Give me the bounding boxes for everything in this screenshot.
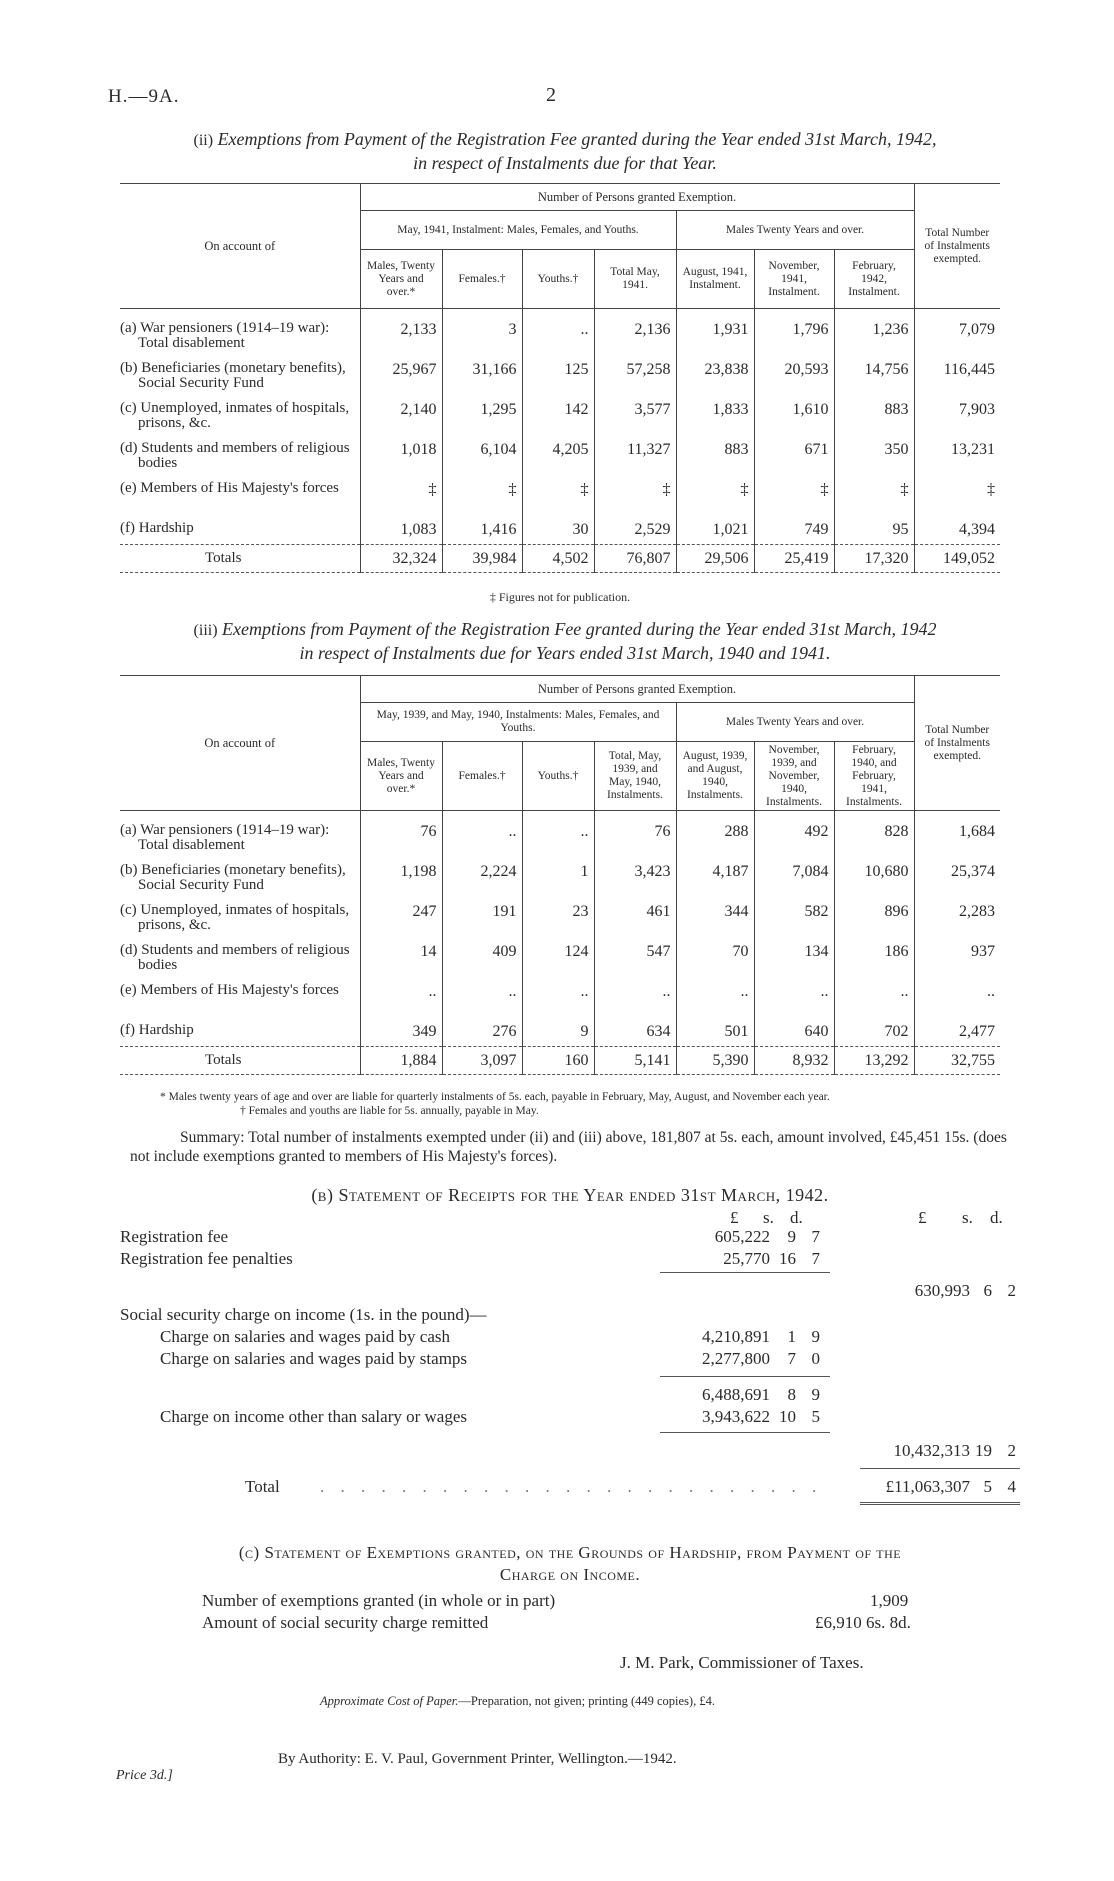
table-ii-col-males: Males, Twenty Years and over.* xyxy=(360,250,442,309)
table-row: (e) Members of His Majesty's forces ‡ ‡ ‡ ‡ ‡ ‡ ‡ ‡ xyxy=(120,481,1000,521)
section-ii-title-line2: in respect of Instalments due for that Year. xyxy=(413,153,717,173)
subtotal-rule xyxy=(660,1272,830,1273)
table-iii-col-november: November, 1939, and November, 1940, Instalments. xyxy=(754,742,834,811)
table-iii-col-total-may: Total, May, 1939, and May, 1940, Instalments. xyxy=(594,742,676,811)
section-ii-number: (ii) xyxy=(193,132,214,149)
signature: J. M. Park, Commissioner of Taxes. xyxy=(620,1653,864,1672)
table-ii-head-account: On account of xyxy=(120,184,360,309)
document-page: H.—9A. 2 (ii) Exemptions from Payment of the Registration Fee granted during the Year ended 31st March, 1942, in respect of Instalments due for that Year. On account of Number of Persons granted Exemption. Total Number of Instalments exempted. May, 1941, Instalment: Males, Females, and Youths. Males Twenty Years and over. Males, Twenty Years and over.* Females.† Youths.† Total May, 1941. August, 1941, Instalment. November, 1941, Instalment. February, 1942, Instalment. (a) War pensioners (1914–19 war): Total disablement 2,133 3 .. 2,136 1,931 1,796 1,236 7,079 (b) Beneficiaries (monetary benefits), Social Security Fund 25,967 31,166 125 57,258 23,838 20,593 14,756 116,445 (c) Unemployed, inmates of hospitals, prisons, &c. 2,140 1,295 142 3,577 1,833 1,610 883 7,903 (d) Students and members of religious bodies 1,018 6,104 4,205 11,327 883 671 350 13,231 (e) Members of His Majesty's forces ‡ ‡ ‡ ‡ ‡ ‡ ‡ ‡ (f) Hardship 1,083 1,416 30 2,529 1,021 749 95 4,394 Totals 32,324 39,984 4,502 76,807 29,506 25,419 17,320 149,052 ‡ Figures not for publication. (iii) Exemptions from Payment of the Registration Fee granted during the Year ended 31st March, 1942 in respect of Instalments due for Years ended 31st March, 1940 and 1941. On account of Number of Persons granted Exemption. Total Number of Instalments exempted. May, 1939, and May, 1940, Instalments: Males, Females, and Youths. Males Twenty Years and over. Males, Twenty Years and over.* Females.† Youths.† Total, May, 1939, and May, 1940, Instalments. August, 1939, and August, 1940, Instalments. November, 1939, and November, 1940, Instalments. February, 1940, and February, 1941, Instalments. (a) War pensioners (1914–19 war): Total disablement 76 .. .. 76 288 492 828 1,684 (b) Beneficiaries (monetary benefits), Social Security Fund 1,198 2,224 1 3,423 4,187 7,084 10,680 25,374 (c) Unemployed, inmates of hospitals, prisons, &c. 247 191 23 461 344 582 896 2,283 (d) Students and members of religious bodies 14 409 124 547 70 134 186 937 (e) Members of His Majesty's forces .. .. .. .. .. .. .. .. (f) Hardship 349 276 9 634 501 640 702 2,477 Totals 1,884 3,097 160 5,141 5,390 8,932 13,292 32,755 * Males twenty years of age and over are liable for quarterly instalments of 5s. each, payable in February, May, August, and November each year. † Females and youths are liable for 5s. annually, payable in May. Summary: Total number of instalments exempted under (ii) and (iii) above, 181,807 at 5s. each, amount involved, £45,451 15s. (does not include exemptions granted to members of His Majesty's forces). (b) Statement of Receipts for the Year ended 31st March, 1942. £ s. d. £ s. d. Registration fee 605,222 9 7 Registration fee penalties 25,770 16 7 630,993 6 2 Social security charge on income (1s. in the pound)— Charge on salaries and wages paid by cash 4,210,891 1 9 Charge on salaries and wages paid by stamps 2,277,800 7 0 6,488,691 8 9 Charge on income other than salary or wages 3,943,622 10 5 10,432,313 19 2 Total . . . . . . . . . . . . . . . . . . . . . . . . . £11,063,307 5 4 (c) Statement of Exemptions granted, on the Grounds of Hardship, from Payment of the Charge on Income. Number of exemptions granted (in whole or in part) 1,909 Amount of social security charge remitted £6,910 6s. 8d. J. M. Park, Commissioner of Taxes. Approximate Cost of Paper.—Preparation, not given; printing (449 copies), £4. By Authority: E. V. Paul, Government Printer, Wellington.—1942. Price 3d.] xyxy=(0,0,1114,1881)
table-iii-head-total: Total Number of Instalments exempted. xyxy=(914,676,1000,811)
section-ii-title xyxy=(120,128,1010,175)
table-ii-col-november: November, 1941, Instalment. xyxy=(754,250,834,309)
price: Price 3d.] xyxy=(116,1768,173,1783)
ssc-sum-rule xyxy=(660,1376,830,1377)
table-row: (f) Hardship 349 276 9 634 501 640 702 2,477 xyxy=(120,1023,1000,1047)
table-ii-head-total: Total Number of Instalments exempted. xyxy=(914,184,1000,309)
footnote-star: * Males twenty years of age and over are liable for quarterly instalments of 5s. each, payable in February, May, August, and November each year. xyxy=(160,1091,830,1103)
section-c-title: (c) Statement of Exemptions granted, on the Grounds of Hardship, from Payment of the Charge on Income. xyxy=(238,1543,902,1584)
table-row: (d) Students and members of religious bodies 14 409 124 547 70 134 186 937 xyxy=(120,943,1000,983)
exemptions-number-value: 1,909 xyxy=(870,1591,909,1610)
exemptions-number-label: Number of exemptions granted (in whole or in part) xyxy=(202,1591,556,1610)
section-ii-title-line1: Exemptions from Payment of the Registration Fee granted during the Year ended 31st March, 1942, xyxy=(217,129,937,149)
table-iii xyxy=(120,675,1000,1075)
grand-total-double-rule xyxy=(860,1502,1020,1505)
table-ii xyxy=(120,183,1000,573)
table-ii-col-february: February, 1942, Instalment. xyxy=(834,250,914,309)
table-ii-head-sub2: Males Twenty Years and over. xyxy=(676,211,914,250)
table-ii-col-youths: Youths.† xyxy=(522,250,594,309)
section-b-title: (b) Statement of Receipts for the Year ended 31st March, 1942. xyxy=(311,1185,829,1205)
charge-remitted-label: Amount of social security charge remitted xyxy=(202,1613,489,1632)
table-iii-head-group: Number of Persons granted Exemption. xyxy=(360,676,914,703)
table-iii-col-females: Females.† xyxy=(442,742,522,811)
table-row: (a) War pensioners (1914–19 war): Total disablement 2,133 3 .. 2,136 1,931 1,796 1,236 7,079 xyxy=(120,321,1000,361)
table-row: (d) Students and members of religious bodies 1,018 6,104 4,205 11,327 883 671 350 13,231 xyxy=(120,441,1000,481)
table-row: (b) Beneficiaries (monetary benefits), Social Security Fund 1,198 2,224 1 3,423 4,187 7,084 10,680 25,374 xyxy=(120,863,1000,903)
table-iii-col-youths: Youths.† xyxy=(522,742,594,811)
page-reference: H.—9A. xyxy=(108,86,180,107)
printer-authority: By Authority: E. V. Paul, Government Printer, Wellington.—1942. xyxy=(278,1751,677,1767)
summary-paragraph: Summary: Total number of instalments exempted under (ii) and (iii) above, 181,807 at 5s. each, amount involved, £45,451 15s. (does not include exemptions granted to members of His Majesty's forces). xyxy=(130,1129,1007,1165)
section-iii-title-line1: Exemptions from Payment of the Registration Fee granted during the Year ended 31st March, 1942 xyxy=(222,619,937,639)
charge-remitted-value: £6,910 6s. 8d. xyxy=(815,1613,911,1632)
table-iii-col-august: August, 1939, and August, 1940, Instalments. xyxy=(676,742,754,811)
table-row: (c) Unemployed, inmates of hospitals, prisons, &c. 2,140 1,295 142 3,577 1,833 1,610 883 7,903 xyxy=(120,401,1000,441)
totals-row: Totals 32,324 39,984 4,502 76,807 29,506 25,419 17,320 149,052 xyxy=(120,545,1000,573)
cost-note: Approximate Cost of Paper.—Preparation, not given; printing (449 copies), £4. xyxy=(320,1694,715,1708)
section-iii-number: (iii) xyxy=(193,622,218,639)
table-row: (a) War pensioners (1914–19 war): Total disablement 76 .. .. 76 288 492 828 1,684 xyxy=(120,823,1000,863)
ssc-cash-label: Charge on salaries and wages paid by cash xyxy=(160,1327,451,1346)
section-iii-title-line2: in respect of Instalments due for Years ended 31st March, 1940 and 1941. xyxy=(299,643,831,663)
table-row: (b) Beneficiaries (monetary benefits), Social Security Fund 25,967 31,166 125 57,258 23,838 20,593 14,756 116,445 xyxy=(120,361,1000,401)
table-iii-head-sub1: May, 1939, and May, 1940, Instalments: Males, Females, and Youths. xyxy=(360,703,676,742)
table-ii-col-total-may: Total May, 1941. xyxy=(594,250,676,309)
table-iii-head-account: On account of xyxy=(120,676,360,811)
ssc-stamps-label: Charge on salaries and wages paid by stamps xyxy=(160,1349,468,1368)
leader-dots: . . . . . . . . . . . . . . . . . . . . . . . . . xyxy=(320,1477,823,1496)
page-number: 2 xyxy=(546,84,556,106)
ssc-total-rule xyxy=(660,1432,830,1433)
totals-row: Totals 1,884 3,097 160 5,141 5,390 8,932 13,292 32,755 xyxy=(120,1047,1000,1075)
ssc-other-label: Charge on income other than salary or wages xyxy=(160,1407,468,1426)
table-iii-head-sub2: Males Twenty Years and over. xyxy=(676,703,914,742)
table-row: (f) Hardship 1,083 1,416 30 2,529 1,021 749 95 4,394 xyxy=(120,521,1000,545)
footnote-dagger: † Females and youths are liable for 5s. annually, payable in May. xyxy=(240,1105,539,1117)
total-label: Total xyxy=(245,1477,280,1496)
table-ii-head-sub1: May, 1941, Instalment: Males, Females, and Youths. xyxy=(360,211,676,250)
footnotes xyxy=(130,1090,1010,1118)
table-row: (e) Members of His Majesty's forces .. .. .. .. .. .. .. .. xyxy=(120,983,1000,1023)
receipt-registration-penalties: Registration fee penalties xyxy=(120,1249,293,1268)
table-iii-col-males: Males, Twenty Years and over.* xyxy=(360,742,442,811)
receipt-registration-fee: Registration fee xyxy=(120,1227,229,1246)
section-iii-title xyxy=(120,618,1010,665)
table-iii-col-february: February, 1940, and February, 1941, Instalments. xyxy=(834,742,914,811)
ssc-heading: Social security charge on income (1s. in the pound)— xyxy=(120,1305,487,1324)
table-ii-col-females: Females.† xyxy=(442,250,522,309)
section-ii-footnote: ‡ Figures not for publication. xyxy=(489,590,631,604)
table-row: (c) Unemployed, inmates of hospitals, prisons, &c. 247 191 23 461 344 582 896 2,283 xyxy=(120,903,1000,943)
table-ii-head-group: Number of Persons granted Exemption. xyxy=(360,184,914,211)
table-ii-col-august: August, 1941, Instalment. xyxy=(676,250,754,309)
grand-total-rule xyxy=(860,1468,1020,1469)
